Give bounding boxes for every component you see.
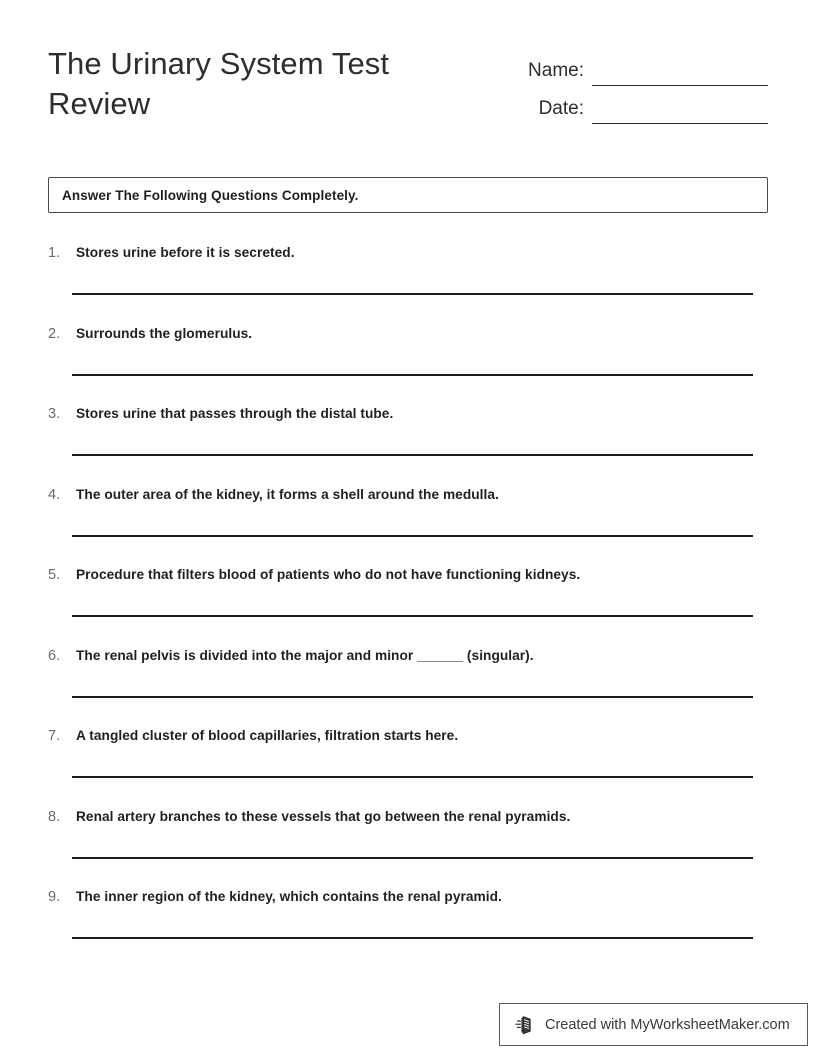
answer-line[interactable] [72, 535, 753, 537]
answer-line[interactable] [72, 937, 753, 939]
name-input-line[interactable] [592, 59, 768, 86]
page-title: The Urinary System Test Review [48, 46, 390, 121]
question-number: 3. [48, 406, 61, 422]
question-text: The inner region of the kidney, which contains the renal pyramid. [76, 889, 502, 904]
student-info-fields [478, 48, 768, 124]
badge-label: Created with MyWorksheetMaker.com [545, 1016, 790, 1033]
worksheet-maker-logo-icon [514, 1014, 536, 1036]
name-field-row [478, 48, 768, 86]
question-list [48, 243, 768, 968]
question-item [48, 243, 768, 324]
question-number: 9. [48, 889, 61, 905]
answer-line[interactable] [72, 776, 753, 778]
created-with-badge[interactable] [499, 1003, 808, 1046]
answer-line[interactable] [72, 696, 753, 698]
name-label: Name: [528, 60, 584, 81]
question-text: Surrounds the glomerulus. [76, 325, 253, 341]
answer-line[interactable] [72, 857, 753, 859]
question-item [48, 404, 768, 485]
question-text: The outer area of the kidney, it forms a shell around the medulla. [76, 486, 499, 502]
instruction-box [48, 177, 768, 213]
date-label: Date: [538, 98, 584, 119]
question-item [48, 485, 768, 566]
answer-line[interactable] [72, 293, 753, 295]
question-number: 4. [48, 486, 61, 503]
question-number: 5. [48, 567, 61, 583]
answer-line[interactable] [72, 454, 753, 456]
question-text: Procedure that filters blood of patients who do not have functioning kidneys. [76, 567, 581, 582]
question-number: 7. [48, 728, 61, 744]
question-number: 6. [48, 647, 61, 664]
question-text: The renal pelvis is divided into the major and minor ______ (singular). [76, 647, 534, 663]
answer-line[interactable] [72, 615, 753, 617]
question-number: 8. [48, 808, 61, 825]
question-text: Stores urine before it is secreted. [76, 245, 295, 260]
date-field-row [478, 86, 768, 124]
date-input-line[interactable] [592, 97, 768, 124]
question-item [48, 887, 768, 968]
question-text: Renal artery branches to these vessels that go between the renal pyramids. [76, 808, 571, 824]
worksheet-header [48, 44, 768, 140]
question-text: Stores urine that passes through the distal tube. [76, 406, 394, 421]
question-item [48, 646, 768, 727]
question-number: 1. [48, 245, 61, 261]
question-text: A tangled cluster of blood capillaries, filtration starts here. [76, 728, 459, 743]
answer-line[interactable] [72, 374, 753, 376]
question-item [48, 565, 768, 646]
question-item [48, 807, 768, 888]
question-number: 2. [48, 325, 61, 342]
instruction-text: Answer The Following Questions Completely. [62, 187, 359, 203]
question-item [48, 726, 768, 807]
question-item [48, 324, 768, 405]
